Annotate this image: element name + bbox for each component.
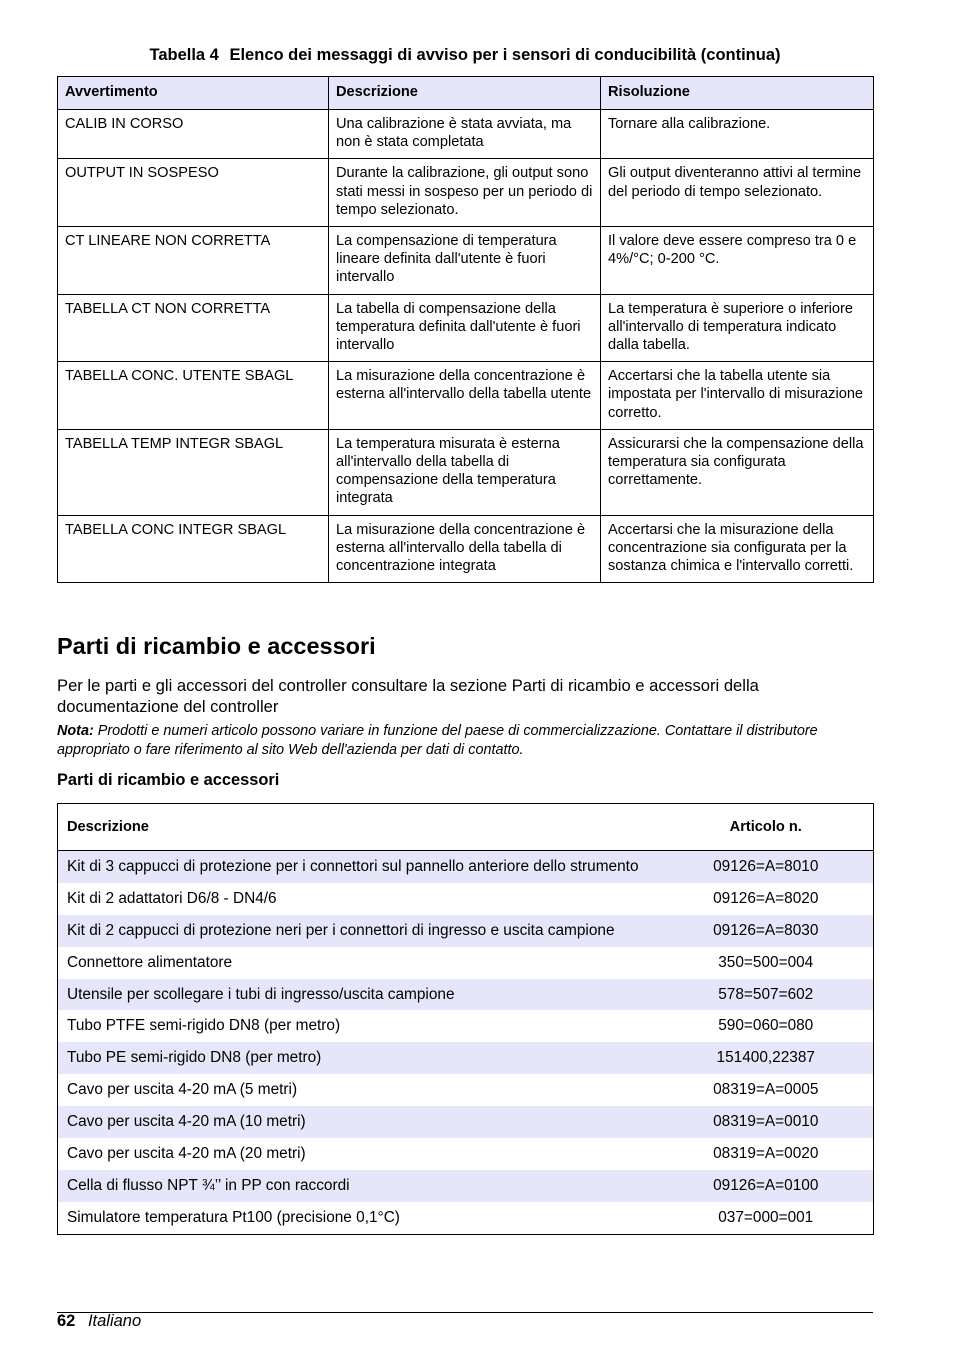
description-cell: La tabella di compensazione della temperatura definita dall'utente è fuori intervallo [329, 294, 601, 362]
resolution-cell: Tornare alla calibrazione. [601, 110, 874, 159]
part-description: Connettore alimentatore [67, 953, 233, 971]
resolution-cell: Gli output diventeranno attivi al termine del periodo di tempo selezionato. [601, 159, 874, 227]
note-paragraph [57, 722, 873, 760]
part-description: Kit di 2 cappucci di protezione neri per i connettori di ingresso e uscita campione [58, 915, 679, 947]
table-row [58, 979, 874, 1011]
table-row [58, 1138, 874, 1170]
part-number: 08319=A=0005 [713, 1081, 819, 1099]
table-caption [0, 46, 930, 65]
description-cell: Una calibrazione è stata avviata, ma non è stata completata [329, 110, 601, 159]
parts-subheading: Parti di ricambio e accessori [57, 771, 280, 789]
part-number: 09126=A=8020 [713, 889, 819, 907]
table-row [58, 1170, 874, 1202]
part-description: Kit di 3 cappucci di protezione per i connettori sul pannello anteriore dello strumento [58, 851, 679, 883]
table-row [58, 851, 874, 883]
warnings-table [57, 76, 874, 583]
footer-divider [57, 1312, 873, 1313]
resolution-cell: Assicurarsi che la compensazione della temperatura sia configurata correttamente. [601, 429, 874, 515]
description-cell: Durante la calibrazione, gli output sono stati messi in sospeso per un periodo di tempo selezionato. [329, 159, 601, 227]
description-cell: La compensazione di temperatura lineare definita dall'utente è fuori intervallo [329, 227, 601, 295]
warning-cell: TABELLA TEMP INTEGR SBAGL [58, 429, 329, 515]
description-cell: La temperatura misurata è esterna all'intervallo della tabella di compensazione della temperatura integrata [329, 429, 601, 515]
table-row [58, 1010, 874, 1042]
warning-cell: TABELLA CONC. UTENTE SBAGL [58, 362, 329, 430]
column-header-risoluzione: Risoluzione [601, 77, 874, 110]
part-description: Cavo per uscita 4-20 mA (5 metri) [67, 1081, 298, 1099]
page-number: 62 [57, 1312, 76, 1330]
part-description: Cavo per uscita 4-20 mA (10 metri) [58, 1106, 679, 1138]
parts-table-header-row [58, 804, 874, 851]
table-row [58, 947, 874, 979]
column-header-descrizione: Descrizione [58, 804, 679, 851]
part-number: 151400,22387 [679, 1042, 874, 1074]
table-row [58, 883, 874, 915]
table-caption-title: Elenco dei messaggi di avviso per i sensori di conducibilità (continua) [229, 46, 781, 64]
intro-paragraph: Per le parti e gli accessori del controller consultare la sezione Parti di ricambio e accessori della documentazione del controller [57, 676, 759, 716]
table-row [58, 915, 874, 947]
part-number: 350=500=004 [718, 953, 814, 971]
resolution-cell: Accertarsi che la misurazione della concentrazione sia configurata per la sostanza chimica e l'intervallo corretti. [601, 515, 874, 583]
part-number: 590=060=080 [718, 1017, 814, 1035]
table-caption-number: Tabella 4 [149, 46, 219, 64]
table-row [58, 1202, 874, 1234]
warnings-table-header-row [58, 77, 874, 110]
note-label: Nota: [57, 723, 94, 739]
table-row [58, 159, 874, 227]
table-row [58, 429, 874, 515]
page-footer [57, 1312, 141, 1331]
resolution-cell: Il valore deve essere compreso tra 0 e 4%/°C; 0-200 °C. [601, 227, 874, 295]
table-row [58, 515, 874, 583]
part-description: Simulatore temperatura Pt100 (precisione 0,1°C) [67, 1208, 400, 1226]
column-header-avvertimento: Avvertimento [58, 77, 329, 110]
resolution-cell: La temperatura è superiore o inferiore all'intervallo di temperatura indicato dalla tabella. [601, 294, 874, 362]
description-cell: La misurazione della concentrazione è esterna all'intervallo della tabella di concentrazione integrata [329, 515, 601, 583]
part-number: 037=000=001 [718, 1208, 814, 1226]
note-text: Prodotti e numeri articolo possono variare in funzione del paese di commercializzazione. Contattare il distributore appropriato o fare riferimento al sito Web dell'azienda per dati di contatto. [57, 723, 818, 758]
warning-cell: CT LINEARE NON CORRETTA [58, 227, 329, 295]
table-row [58, 1106, 874, 1138]
parts-table [57, 803, 874, 1235]
part-number: 09126=A=8030 [679, 915, 874, 947]
footer-language: Italiano [87, 1312, 142, 1330]
table-row [58, 294, 874, 362]
table-row [58, 1074, 874, 1106]
part-description: Utensile per scollegare i tubi di ingresso/uscita campione [58, 979, 679, 1011]
table-row [58, 110, 874, 159]
part-description: Cella di flusso NPT ¾’’ in PP con raccordi [58, 1170, 679, 1202]
section-heading: Parti di ricambio e accessori [57, 633, 376, 659]
part-description: Kit di 2 adattatori D6/8 - DN4/6 [67, 889, 277, 907]
part-number: 08319=A=0020 [713, 1144, 819, 1162]
part-number: 09126=A=8010 [679, 851, 874, 883]
part-description: Cavo per uscita 4-20 mA (20 metri) [67, 1144, 306, 1162]
table-row [58, 362, 874, 430]
warning-cell: TABELLA CT NON CORRETTA [58, 294, 329, 362]
part-description: Tubo PE semi-rigido DN8 (per metro) [58, 1042, 679, 1074]
column-header-articolo: Articolo n. [679, 804, 874, 851]
warning-cell: CALIB IN CORSO [58, 110, 329, 159]
part-number: 09126=A=0100 [679, 1170, 874, 1202]
resolution-cell: Accertarsi che la tabella utente sia impostata per l'intervallo di misurazione corretto. [601, 362, 874, 430]
column-header-descrizione: Descrizione [329, 77, 601, 110]
warning-cell: TABELLA CONC INTEGR SBAGL [58, 515, 329, 583]
table-row [58, 227, 874, 295]
description-cell: La misurazione della concentrazione è esterna all'intervallo della tabella utente [329, 362, 601, 430]
part-number: 578=507=602 [679, 979, 874, 1011]
part-number: 08319=A=0010 [679, 1106, 874, 1138]
warning-cell: OUTPUT IN SOSPESO [58, 159, 329, 227]
table-row [58, 1042, 874, 1074]
part-description: Tubo PTFE semi-rigido DN8 (per metro) [67, 1017, 341, 1035]
